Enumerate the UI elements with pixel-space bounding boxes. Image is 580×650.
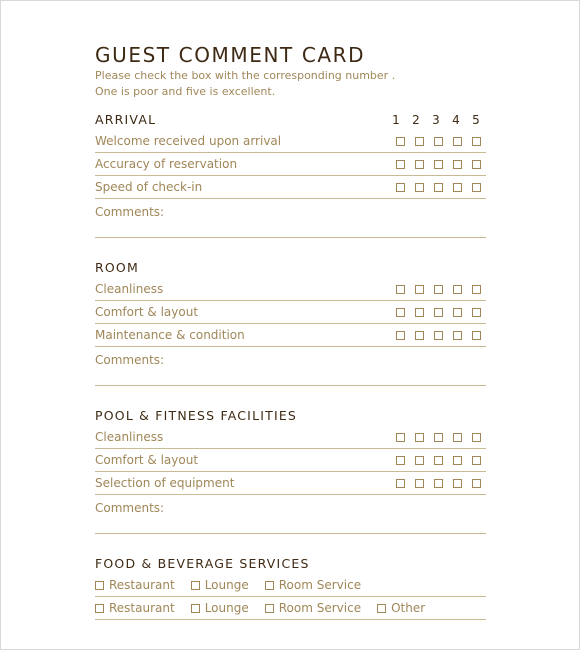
rating-item-label: Cleanliness (95, 430, 164, 444)
option-room-service[interactable] (265, 577, 361, 596)
rating-checkbox-5[interactable] (472, 308, 481, 317)
option-other[interactable] (377, 600, 425, 619)
rating-checkbox-2[interactable] (415, 160, 424, 169)
rating-checkboxes (391, 456, 486, 471)
rating-item-label: Selection of equipment (95, 476, 235, 490)
option-restaurant[interactable] (95, 600, 175, 619)
rating-checkboxes (391, 479, 486, 494)
option-label: Restaurant (109, 578, 175, 592)
rating-checkbox-5[interactable] (472, 285, 481, 294)
option-room-service[interactable] (265, 600, 361, 619)
section-title-arrival: ARRIVAL (95, 112, 157, 127)
rating-checkbox-5[interactable] (472, 479, 481, 488)
rating-checkboxes (391, 160, 486, 175)
scale-number-3: 3 (432, 113, 440, 127)
instruction-line-1: Please check the box with the corresponding number . (95, 69, 396, 82)
comments-field[interactable] (95, 199, 486, 238)
comments-field[interactable] (95, 495, 486, 534)
rating-checkbox-4[interactable] (453, 137, 462, 146)
rating-checkbox-1[interactable] (396, 160, 405, 169)
rating-checkbox-3[interactable] (434, 479, 443, 488)
option-lounge[interactable] (191, 577, 249, 596)
rating-checkbox-5[interactable] (472, 160, 481, 169)
rating-checkbox-1[interactable] (396, 285, 405, 294)
rating-checkbox-4[interactable] (453, 433, 462, 442)
rating-row (95, 153, 486, 176)
rating-item-label: Maintenance & condition (95, 328, 245, 342)
service-options-row (95, 597, 486, 620)
rating-checkbox-3[interactable] (434, 160, 443, 169)
option-checkbox[interactable] (265, 604, 274, 613)
rating-row (95, 130, 486, 153)
comments-field[interactable] (95, 347, 486, 386)
option-checkbox[interactable] (191, 604, 200, 613)
rating-checkbox-5[interactable] (472, 456, 481, 465)
rating-checkboxes (391, 308, 486, 323)
rating-item-label: Speed of check-in (95, 180, 203, 194)
option-restaurant[interactable] (95, 577, 175, 596)
rating-checkbox-4[interactable] (453, 331, 462, 340)
section-header (95, 106, 486, 130)
rating-checkbox-5[interactable] (472, 137, 481, 146)
rating-checkbox-4[interactable] (453, 160, 462, 169)
rating-checkbox-2[interactable] (415, 308, 424, 317)
option-lounge[interactable] (191, 600, 249, 619)
section-title-pool-fitness: POOL & FITNESS FACILITIES (95, 408, 298, 423)
option-checkbox[interactable] (95, 581, 104, 590)
section-food-beverage (95, 550, 486, 620)
rating-row (95, 426, 486, 449)
rating-row (95, 324, 486, 347)
section-room (95, 254, 486, 386)
rating-checkbox-3[interactable] (434, 183, 443, 192)
rating-checkbox-5[interactable] (472, 433, 481, 442)
rating-checkbox-3[interactable] (434, 331, 443, 340)
option-label: Lounge (204, 578, 249, 592)
rating-row (95, 449, 486, 472)
section-title-food-beverage: FOOD & BEVERAGE SERVICES (95, 556, 310, 571)
rating-item-label: Comfort & layout (95, 305, 199, 319)
rating-checkbox-5[interactable] (472, 183, 481, 192)
option-checkbox[interactable] (265, 581, 274, 590)
rating-scale-header (386, 112, 486, 130)
rating-checkbox-2[interactable] (415, 331, 424, 340)
rating-item-label: Welcome received upon arrival (95, 134, 282, 148)
rating-checkbox-1[interactable] (396, 479, 405, 488)
rating-checkbox-3[interactable] (434, 456, 443, 465)
rating-checkbox-5[interactable] (472, 331, 481, 340)
scale-number-4: 4 (452, 113, 460, 127)
rating-checkbox-2[interactable] (415, 479, 424, 488)
comments-label: Comments: (95, 501, 165, 515)
rating-checkbox-2[interactable] (415, 137, 424, 146)
scale-number-5: 5 (472, 113, 480, 127)
rating-checkboxes (391, 331, 486, 346)
section-pool-fitness (95, 402, 486, 534)
option-label: Lounge (204, 601, 249, 615)
comments-label: Comments: (95, 353, 165, 367)
rating-checkbox-2[interactable] (415, 433, 424, 442)
rating-checkbox-2[interactable] (415, 285, 424, 294)
rating-row (95, 301, 486, 324)
rating-checkbox-4[interactable] (453, 479, 462, 488)
rating-checkbox-3[interactable] (434, 285, 443, 294)
rating-checkboxes (391, 137, 486, 152)
rating-checkbox-2[interactable] (415, 456, 424, 465)
section-title-room: ROOM (95, 260, 139, 275)
rating-checkbox-3[interactable] (434, 308, 443, 317)
option-label: Room Service (278, 578, 362, 592)
rating-item-label: Comfort & layout (95, 453, 199, 467)
option-label: Other (391, 601, 426, 615)
rating-row (95, 278, 486, 301)
option-checkbox[interactable] (95, 604, 104, 613)
rating-checkbox-4[interactable] (453, 285, 462, 294)
rating-checkbox-1[interactable] (396, 308, 405, 317)
scale-number-2: 2 (412, 113, 420, 127)
rating-checkbox-4[interactable] (453, 456, 462, 465)
card-title: GUEST COMMENT CARD (95, 43, 366, 67)
rating-checkbox-4[interactable] (453, 308, 462, 317)
section-header (95, 550, 486, 574)
section-header (95, 254, 486, 278)
option-checkbox[interactable] (377, 604, 386, 613)
rating-checkbox-1[interactable] (396, 331, 405, 340)
rating-checkbox-3[interactable] (434, 137, 443, 146)
section-arrival (95, 106, 486, 238)
section-header (95, 402, 486, 426)
rating-checkbox-1[interactable] (396, 433, 405, 442)
service-options-row (95, 574, 486, 597)
rating-checkboxes (391, 433, 486, 448)
rating-row (95, 176, 486, 199)
rating-row (95, 472, 486, 495)
rating-checkbox-1[interactable] (396, 137, 405, 146)
rating-checkboxes (391, 285, 486, 300)
option-label: Restaurant (109, 601, 175, 615)
rating-checkbox-1[interactable] (396, 456, 405, 465)
option-label: Room Service (278, 601, 362, 615)
rating-checkbox-4[interactable] (453, 183, 462, 192)
rating-checkboxes (391, 183, 486, 198)
rating-checkbox-2[interactable] (415, 183, 424, 192)
rating-checkbox-3[interactable] (434, 433, 443, 442)
option-checkbox[interactable] (191, 581, 200, 590)
rating-item-label: Cleanliness (95, 282, 164, 296)
rating-item-label: Accuracy of reservation (95, 157, 238, 171)
comments-label: Comments: (95, 205, 165, 219)
card-content (95, 43, 486, 620)
instruction-line-2: One is poor and five is excellent. (95, 85, 276, 98)
scale-number-1: 1 (392, 113, 400, 127)
rating-checkbox-1[interactable] (396, 183, 405, 192)
